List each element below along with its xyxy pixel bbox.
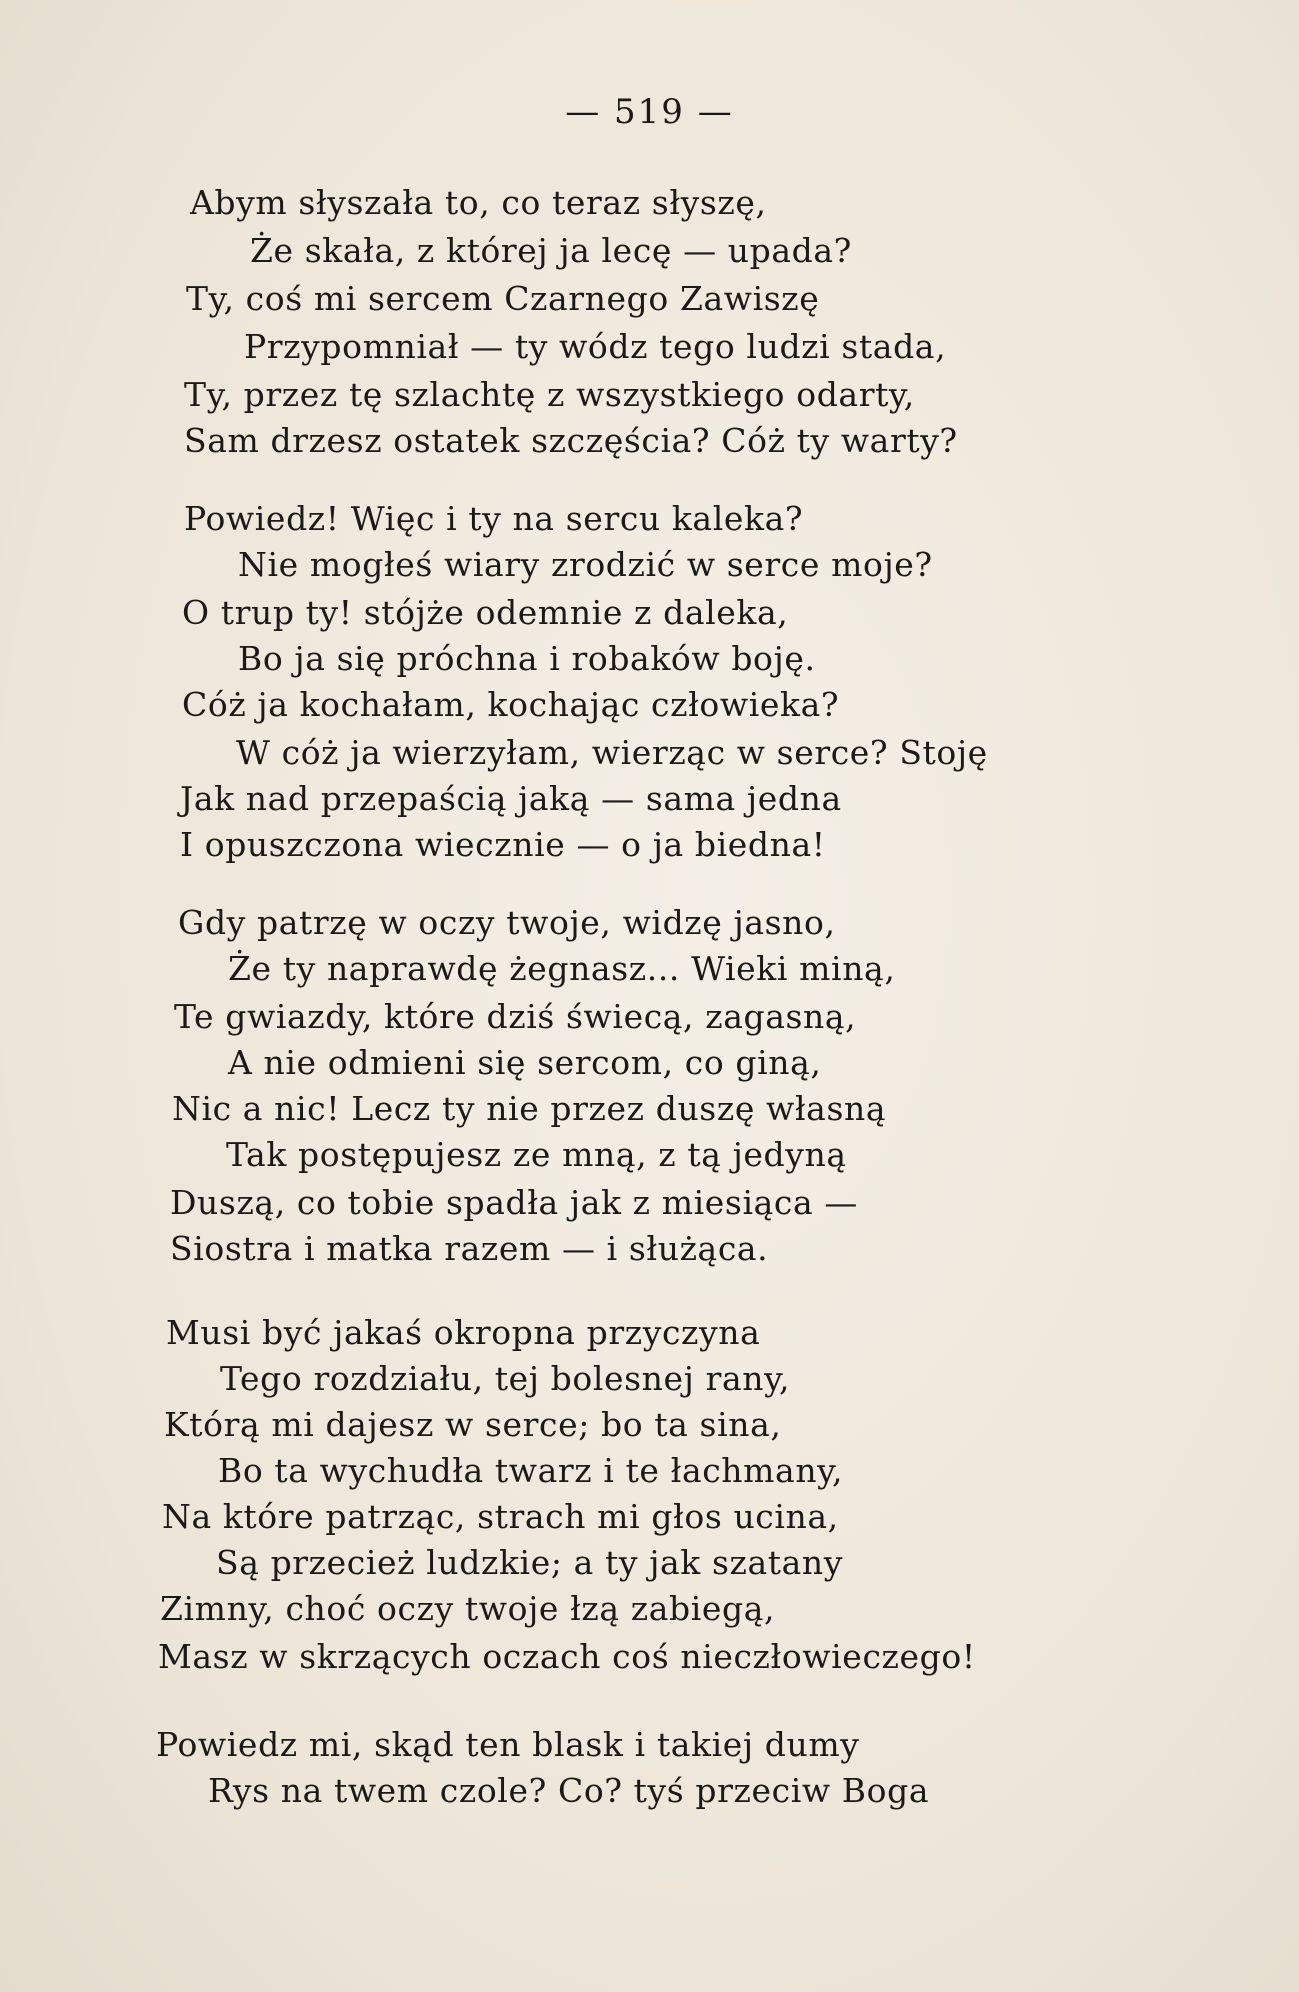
verse-line: Siostra i matka razem — i służąca.	[170, 1229, 769, 1268]
verse-line: Ty, coś mi sercem Czarnego Zawiszę	[186, 279, 820, 318]
verse-line: Musi być jakaś okropna przyczyna	[166, 1313, 761, 1352]
verse-line: Nie mogłeś wiary zrodzić w serce moje?	[238, 545, 933, 584]
page-number: — 519 —	[565, 92, 734, 132]
verse-line: Powiedz mi, skąd ten blask i takiej dumy	[156, 1725, 860, 1764]
verse-line: Nic a nic! Lecz ty nie przez duszę własną	[172, 1089, 887, 1128]
verse-line: Tak postępujesz ze mną, z tą jedyną	[226, 1135, 847, 1174]
verse-line: Że ty naprawdę żegnasz... Wieki miną,	[228, 949, 896, 988]
verse-line: Są przecież ludzkie; a ty jak szatany	[216, 1543, 844, 1582]
verse-line: Którą mi dajesz w serce; bo ta sina,	[164, 1405, 782, 1444]
verse-line: Że skała, z której ja lecę — upada?	[250, 231, 852, 270]
verse-line: Sam drzesz ostatek szczęścia? Cóż ty warty?	[184, 421, 958, 460]
verse-line: Tego rozdziału, tej bolesnej rany,	[220, 1359, 791, 1398]
verse-line: Abym słyszała to, co teraz słyszę,	[190, 183, 767, 222]
verse-line: Jak nad przepaścią jaką — sama jedna	[180, 779, 842, 818]
verse-line: Te gwiazdy, które dziś świecą, zagasną,	[174, 997, 857, 1036]
verse-line: Masz w skrzących oczach coś nieczłowieczego!	[158, 1637, 976, 1676]
verse-line: Cóż ja kochałam, kochając człowieka?	[182, 685, 840, 724]
verse-line: Bo ta wychudła twarz i te łachmany,	[218, 1451, 844, 1490]
verse-line: W cóż ja wierzyłam, wierząc w serce? Stoję	[236, 733, 988, 772]
verse-line: Przypomniał — ty wódz tego ludzi stada,	[244, 327, 947, 366]
verse-line: Powiedz! Więc i ty na sercu kaleka?	[184, 499, 804, 538]
verse-line: Gdy patrzę w oczy twoje, widzę jasno,	[178, 903, 836, 942]
verse-line: Ty, przez tę szlachtę z wszystkiego odarty,	[184, 375, 915, 414]
verse-line: Zimny, choć oczy twoje łzą zabiegą,	[160, 1589, 776, 1628]
verse-line: A nie odmieni się sercom, co giną,	[228, 1043, 822, 1082]
verse-line: Na które patrząc, strach mi głos ucina,	[162, 1497, 839, 1536]
verse-line: O trup ty! stójże odemnie z daleka,	[182, 593, 789, 632]
verse-line: Bo ja się próchna i robaków boję.	[238, 639, 816, 678]
verse-line: Duszą, co tobie spadła jak z miesiąca —	[170, 1183, 858, 1222]
verse-line: Rys na twem czole? Co? tyś przeciw Boga	[208, 1771, 930, 1810]
verse-line: I opuszczona wiecznie — o ja biedna!	[180, 825, 826, 864]
